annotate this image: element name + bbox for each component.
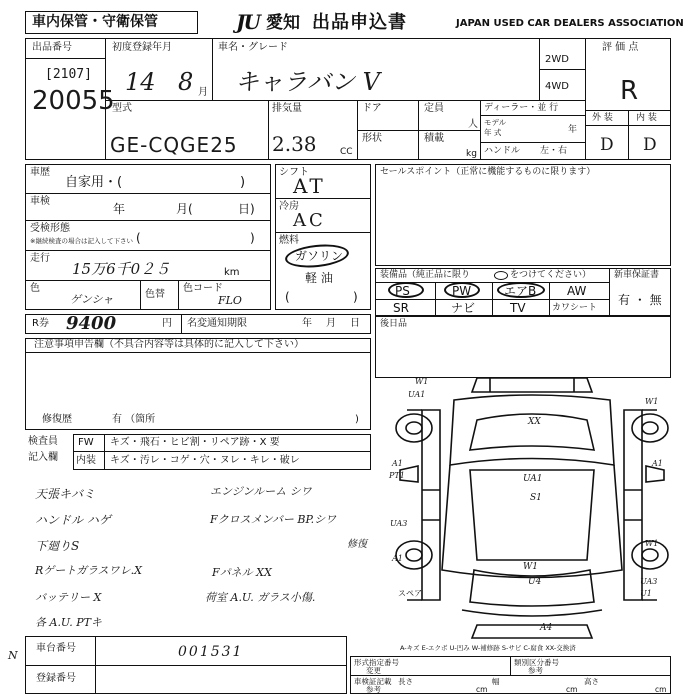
note-line: ハンドル ハゲ — [35, 513, 111, 527]
listing-ref: [2107] — [45, 67, 92, 82]
diagram-mark: UA1 — [408, 390, 426, 399]
diagram-mark: W1 — [645, 539, 659, 548]
shape-label: 形状 — [362, 133, 382, 144]
warranty-label: 新車保証書 — [614, 270, 660, 280]
inspection-month: 月( — [176, 202, 193, 216]
dims-ref-label: 参考 — [366, 685, 381, 694]
equipment-aw: AW — [567, 284, 587, 298]
equipment-seat: カワシート — [552, 303, 598, 313]
recycle-unit: 円 — [162, 318, 172, 329]
color-label: 色 — [30, 283, 40, 294]
equipment-ps: PS — [395, 284, 410, 298]
note-line: エンジンルーム シワ — [210, 485, 312, 498]
exterior-rating: D — [600, 135, 614, 155]
fuel-other-close: ) — [353, 290, 358, 304]
mileage-label: 走行 — [30, 253, 50, 264]
registered-label: 車検証記載 — [354, 677, 392, 686]
aircon-label: 冷房 — [279, 201, 299, 212]
repair-value: 有 （箇所 — [112, 414, 156, 425]
inspector-fw-items: キズ・飛石・ヒビ割・リペア跡・X 要 — [110, 437, 280, 448]
equipment-sr: SR — [393, 301, 409, 315]
diagram-mark: W1 — [645, 397, 659, 406]
fuel-label: 燃料 — [279, 235, 299, 246]
note-line: Fクロスメンバー BP.シワ — [210, 513, 337, 526]
diagram-mark: XX — [528, 417, 541, 427]
dealer-label: ディーラー・並 行 — [484, 103, 559, 113]
vehicle-type-value: 自家用・( — [65, 175, 123, 190]
diagram-mark: UA3 — [390, 519, 408, 528]
acceptance-open: ( — [136, 231, 141, 245]
diagram-mark: A1 — [392, 554, 403, 563]
equipment-navi: ナビ — [451, 301, 476, 315]
warranty-options: 有 ・ 無 — [618, 293, 662, 307]
org-name-en: JAPAN USED CAR DEALERS ASSOCIATION — [456, 18, 684, 29]
car-name-label: 車名・グレード — [218, 42, 288, 53]
ju-logo: JU — [236, 10, 259, 34]
equipment-pw-circle — [444, 282, 480, 298]
equipment-airbag: エアB — [504, 284, 537, 298]
diagram-mark: A4 — [540, 623, 553, 633]
repair-close: ) — [355, 414, 359, 425]
category-ref-label: 参考 — [528, 666, 543, 675]
inspection-day: 日) — [238, 202, 255, 216]
equipment-pw: PW — [452, 284, 472, 298]
rating-value: R — [620, 76, 639, 106]
document-title: 出品申込書 — [312, 12, 407, 33]
height-label: 高さ — [584, 677, 599, 686]
displacement-unit: CC — [340, 147, 353, 157]
registration-year: 14 — [125, 68, 156, 96]
name-change-year: 年 — [302, 318, 312, 329]
equipment-airbag-circle — [497, 282, 545, 298]
length-label: 長さ — [398, 677, 413, 686]
mileage-value: 15万6千0２５ — [72, 260, 171, 278]
drive-4wd: 4WD — [545, 81, 569, 92]
margin-mark: N — [8, 649, 18, 662]
name-change-day: 日 — [350, 318, 360, 329]
model-year-unit: 年 — [568, 125, 578, 135]
org-name-jp: 愛知 — [266, 13, 300, 33]
equipment-tv: TV — [510, 301, 526, 315]
note-line: 下廻りS — [35, 539, 80, 553]
handle-label: ハンドル — [484, 146, 521, 156]
shift-label: シフト — [279, 167, 309, 178]
chassis-label: 車台番号 — [36, 643, 76, 654]
sales-point-label: セールスポイント（正常に機能するものに限ります） — [380, 167, 596, 177]
model-year-label-2: 年 式 — [484, 128, 502, 137]
color-code: FLO — [218, 294, 242, 307]
model-value: GE-CQGE25 — [110, 133, 238, 157]
acceptance-close: ) — [250, 231, 255, 245]
load-unit: kg — [466, 149, 477, 159]
sales-point-frame — [375, 164, 671, 266]
diagram-mark: PT1 — [389, 471, 405, 480]
note-line: 各 A.U. PTキ — [35, 616, 102, 629]
inspector-fw-label: FW — [78, 437, 94, 448]
color-value: ゲンシャ — [70, 293, 114, 306]
model-year-label-1: モデル — [484, 118, 507, 127]
note-line: Fパネル XX — [212, 566, 272, 579]
load-label: 積載 — [424, 133, 444, 144]
car-name: キャラバン V — [235, 68, 380, 96]
note-line: 天張キバミ — [35, 487, 96, 501]
inspection-year: 年 — [113, 202, 126, 216]
diagram-mark: UA3 — [640, 577, 658, 586]
diagram-mark: S1 — [530, 493, 542, 503]
diagram-mark: W1 — [523, 562, 538, 572]
registration-month-unit: 月 — [198, 87, 208, 98]
color-code-label: 色コード — [183, 283, 223, 294]
color-change-label: 色替 — [145, 289, 165, 300]
note-line: 荷室 A.U. ガラス小傷. — [205, 591, 316, 604]
name-change-label: 名変通知期限 — [187, 318, 247, 329]
displacement-label: 排気量 — [272, 103, 302, 114]
interior-rating: D — [643, 135, 657, 155]
handle-options: 左・右 — [540, 146, 568, 156]
capacity-unit: 人 — [468, 119, 478, 130]
registration-month: 8 — [178, 68, 194, 96]
inspection-label: 車検 — [30, 196, 50, 207]
name-change-month: 月 — [326, 318, 336, 329]
form-change-label: 変更 — [366, 666, 381, 675]
door-label: ドア — [362, 103, 382, 114]
capacity-label: 定員 — [424, 103, 444, 114]
mileage-unit: km — [224, 267, 240, 278]
repair-label: 修復歴 — [42, 414, 72, 425]
model-label: 型式 — [112, 103, 132, 114]
diagram-mark: U1 — [640, 589, 652, 598]
chassis-number: 001531 — [178, 644, 244, 660]
note-line: Rゲートガラスワレ.X — [35, 564, 142, 577]
vehicle-type-label: 車歴 — [30, 167, 50, 178]
note-line: バッテリー X — [35, 591, 102, 604]
recycle-label: R券 — [32, 318, 49, 329]
storage-title: 車内保管・守衛保管 — [32, 14, 158, 30]
category-number-label: 類別区分番号 — [514, 658, 559, 667]
aircon-value: AC — [293, 210, 326, 231]
diagram-mark: W1 — [415, 377, 429, 386]
aftermarket-label: 後日品 — [380, 319, 408, 329]
fuel-diesel: 軽 油 — [305, 271, 333, 285]
equipment-label: 装備品（純正品に限り — [380, 270, 471, 280]
interior-rating-label: 内 装 — [636, 113, 657, 123]
listing-number: 20055 — [32, 86, 115, 116]
inspector-interior-label: 内装 — [76, 455, 96, 466]
diagram-spare: スペア — [398, 589, 422, 598]
diagram-mark: U4 — [528, 577, 542, 587]
inspector-label-1: 検査員 — [28, 436, 58, 447]
vehicle-type-close: ) — [240, 175, 246, 190]
plate-label: 登録番号 — [36, 673, 76, 684]
inspector-interior-items: キズ・汚レ・コゲ・穴・ヌレ・キレ・破レ — [110, 455, 300, 466]
equipment-ps-circle — [388, 282, 424, 298]
registration-label: 初度登録年月 — [112, 42, 172, 53]
damage-legend: A-キズ E-エクボ U-凹み W-補修跡 S-サビ C-腐食 XX-交換済 — [400, 644, 576, 652]
width-label: 幅 — [492, 677, 500, 686]
notes-label: 注意事項申告欄（不具合内容等は具体的に記入して下さい） — [34, 339, 304, 350]
equipment-legend-circle — [494, 271, 508, 280]
diagram-mark: UA1 — [523, 474, 543, 484]
recycle-value: 9400 — [66, 313, 117, 334]
aftermarket-frame — [375, 316, 671, 378]
vehicle-damage-diagram — [382, 370, 682, 650]
fuel-gasoline: ガソリン — [295, 249, 344, 263]
exterior-rating-label: 外 装 — [592, 113, 613, 123]
equipment-label-2: をつけてください） — [510, 270, 592, 280]
length-unit: cm — [476, 685, 488, 694]
shift-value: AT — [293, 174, 326, 198]
form-number-label: 形式指定番号 — [354, 658, 399, 667]
diagram-mark: A1 — [652, 459, 663, 468]
width-unit: cm — [566, 685, 578, 694]
inspector-label-2: 記入欄 — [28, 452, 58, 463]
diagram-mark: A1 — [392, 459, 403, 468]
displacement-value: 2.38 — [272, 132, 317, 156]
acceptance-note: ※継続検査の場合は記入して下さい — [30, 237, 133, 245]
note-line: 修復 — [347, 539, 367, 550]
height-unit: cm — [655, 685, 667, 694]
listing-number-label: 出品番号 — [32, 42, 72, 53]
acceptance-label: 受検形態 — [30, 223, 70, 234]
fuel-other-open: ( — [285, 290, 290, 304]
drive-2wd: 2WD — [545, 54, 569, 65]
rating-label: 評 価 点 — [602, 42, 639, 53]
